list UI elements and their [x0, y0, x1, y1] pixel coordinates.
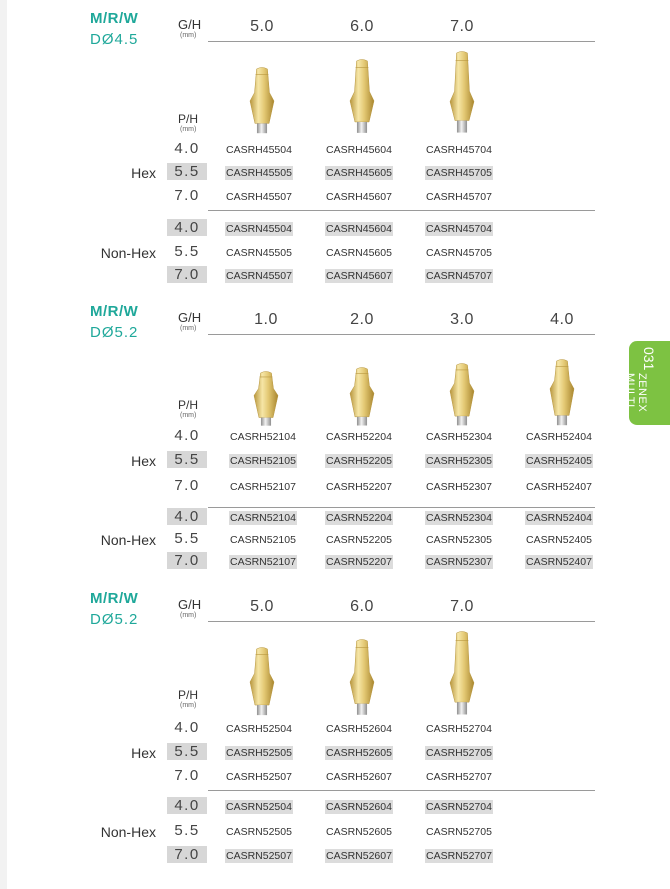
abutment-image [252, 370, 280, 428]
profile-height-value: 4.0 [167, 797, 207, 814]
product-code[interactable]: CASRH45607 [326, 191, 392, 203]
product-code[interactable]: CASRN52607 [326, 850, 392, 862]
product-code[interactable]: CASRN52404 [526, 512, 592, 524]
abutment-image [248, 646, 276, 718]
profile-height-value: 5.5 [174, 822, 200, 839]
product-code[interactable]: CASRN52707 [426, 850, 492, 862]
profile-height-value: 7.0 [167, 846, 207, 863]
product-code[interactable]: CASRN52307 [426, 556, 492, 568]
product-code[interactable]: CASRH52604 [326, 723, 392, 735]
product-code[interactable]: CASRN45505 [226, 247, 292, 259]
profile-height-unit: (mm) [180, 126, 197, 133]
product-code[interactable]: CASRH52307 [426, 481, 492, 493]
gingival-height-value: 5.0 [250, 598, 274, 615]
product-code[interactable]: CASRH52707 [426, 771, 492, 783]
profile-height-unit: (mm) [180, 702, 197, 709]
diameter-label: DØ4.5 [90, 31, 139, 48]
profile-height-value: 5.5 [167, 451, 207, 468]
product-code[interactable]: CASRH45705 [426, 167, 492, 179]
gingival-height-value: 2.0 [350, 311, 374, 328]
profile-height-value: 7.0 [167, 552, 207, 569]
product-code[interactable]: CASRN52507 [226, 850, 292, 862]
profile-height-unit: (mm) [180, 412, 197, 419]
abutment-image [248, 66, 276, 136]
profile-height-value: 7.0 [174, 477, 200, 494]
diameter-label: DØ5.2 [90, 611, 139, 628]
profile-height-value: 7.0 [167, 266, 207, 283]
gingival-height-value: 6.0 [350, 598, 374, 615]
gingival-height-unit: (mm) [180, 32, 197, 39]
hex-group-label: Hex [131, 165, 156, 181]
product-code[interactable]: CASRH45704 [426, 144, 492, 156]
series-label: M/R/W [90, 303, 139, 320]
product-code[interactable]: CASRH45707 [426, 191, 492, 203]
product-code[interactable]: CASRH52207 [326, 481, 392, 493]
side-tab-line2: MULTI [624, 373, 636, 408]
side-tab-page-number: 031 [641, 347, 657, 371]
profile-height-value: 4.0 [174, 140, 200, 157]
abutment-image [348, 638, 376, 718]
gingival-height-label: G/H [178, 597, 202, 612]
product-code[interactable]: CASRN52504 [226, 801, 292, 813]
product-code[interactable]: CASRH52405 [526, 455, 592, 467]
side-tab-line1: ZENEX [636, 373, 648, 413]
product-code[interactable]: CASRH52504 [226, 723, 292, 735]
nonhex-group-label: Non-Hex [100, 532, 156, 548]
series-label: M/R/W [90, 590, 139, 607]
profile-height-label: P/H [178, 112, 199, 126]
product-code[interactable]: CASRH45604 [326, 144, 392, 156]
header-divider [208, 621, 595, 622]
gingival-height-value: 4.0 [550, 311, 574, 328]
profile-height-value: 7.0 [174, 187, 200, 204]
group-divider [208, 507, 595, 508]
profile-height-label: P/H [178, 688, 199, 702]
product-code[interactable]: CASRN45607 [326, 270, 392, 282]
gingival-height-label: G/H [178, 310, 202, 325]
product-code[interactable]: CASRH52407 [526, 481, 592, 493]
product-code[interactable]: CASRH45504 [226, 144, 292, 156]
hex-group-label: Hex [131, 453, 156, 469]
header-divider [208, 334, 595, 335]
product-code[interactable]: CASRH52304 [426, 431, 492, 443]
product-code[interactable]: CASRH52705 [426, 747, 492, 759]
product-code[interactable]: CASRN45707 [426, 270, 492, 282]
gingival-height-value: 7.0 [450, 598, 474, 615]
product-code[interactable]: CASRN52105 [230, 534, 296, 546]
product-code[interactable]: CASRN52604 [326, 801, 392, 813]
product-code[interactable]: CASRH52404 [526, 431, 592, 443]
gingival-height-value: 1.0 [254, 311, 278, 328]
product-code[interactable]: CASRH52605 [326, 747, 392, 759]
product-code[interactable]: CASRH52607 [326, 771, 392, 783]
product-code[interactable]: CASRH52105 [230, 455, 296, 467]
product-code[interactable]: CASRN52205 [326, 534, 392, 546]
product-code[interactable]: CASRN52704 [426, 801, 492, 813]
product-code[interactable]: CASRH52204 [326, 431, 392, 443]
profile-height-value: 4.0 [167, 219, 207, 236]
product-code[interactable]: CASRH52704 [426, 723, 492, 735]
side-tab[interactable] [624, 341, 670, 425]
product-code[interactable]: CASRN52304 [426, 512, 492, 524]
abutment-image [448, 630, 476, 718]
product-code[interactable]: CASRN45605 [326, 247, 392, 259]
profile-height-value: 5.5 [174, 530, 200, 547]
nonhex-group-label: Non-Hex [100, 245, 156, 261]
profile-height-label: P/H [178, 398, 199, 412]
gingival-height-value: 5.0 [250, 18, 274, 35]
profile-height-value: 5.5 [167, 163, 207, 180]
product-code[interactable]: CASRN52605 [326, 826, 392, 838]
product-code[interactable]: CASRN52407 [526, 556, 592, 568]
gingival-height-value: 3.0 [450, 311, 474, 328]
product-code[interactable]: CASRN52107 [230, 556, 296, 568]
gingival-height-value: 7.0 [450, 18, 474, 35]
product-code[interactable]: CASRH45505 [226, 167, 292, 179]
profile-height-value: 4.0 [174, 427, 200, 444]
gingival-height-value: 6.0 [350, 18, 374, 35]
profile-height-value: 4.0 [174, 719, 200, 736]
product-code[interactable]: CASRN52204 [326, 512, 392, 524]
product-code[interactable]: CASRN45604 [326, 223, 392, 235]
product-code[interactable]: CASRH52507 [226, 771, 292, 783]
gingival-height-label: G/H [178, 17, 202, 32]
product-code[interactable]: CASRN45705 [426, 247, 492, 259]
series-label: M/R/W [90, 10, 139, 27]
product-code[interactable]: CASRN52104 [230, 512, 296, 524]
product-code[interactable]: CASRN52405 [526, 534, 592, 546]
hex-group-label: Hex [131, 745, 156, 761]
product-code[interactable]: CASRH52205 [326, 455, 392, 467]
gingival-height-unit: (mm) [180, 612, 197, 619]
product-code[interactable]: CASRN52305 [426, 534, 492, 546]
profile-height-value: 4.0 [167, 508, 207, 525]
product-code[interactable]: CASRH52104 [230, 431, 296, 443]
abutment-image [448, 362, 476, 428]
page-left-margin-bar [0, 0, 7, 889]
abutment-image [448, 50, 476, 136]
abutment-image [348, 58, 376, 136]
product-code[interactable]: CASRN52207 [326, 556, 392, 568]
profile-height-value: 7.0 [174, 767, 200, 784]
group-divider [208, 790, 595, 791]
product-code[interactable]: CASRN45504 [226, 223, 292, 235]
product-code[interactable]: CASRH52505 [226, 747, 292, 759]
abutment-image [348, 366, 376, 428]
group-divider [208, 210, 595, 211]
product-code[interactable]: CASRN52705 [426, 826, 492, 838]
nonhex-group-label: Non-Hex [100, 824, 156, 840]
abutment-image [548, 358, 576, 428]
product-code[interactable]: CASRN52505 [226, 826, 292, 838]
product-code[interactable]: CASRH45507 [226, 191, 292, 203]
product-code[interactable]: CASRH45605 [326, 167, 392, 179]
diameter-label: DØ5.2 [90, 324, 139, 341]
profile-height-value: 5.5 [174, 243, 200, 260]
product-code[interactable]: CASRH52305 [426, 455, 492, 467]
header-divider [208, 41, 595, 42]
gingival-height-unit: (mm) [180, 325, 197, 332]
product-code[interactable]: CASRH52107 [230, 481, 296, 493]
product-code[interactable]: CASRN45507 [226, 270, 292, 282]
product-code[interactable]: CASRN45704 [426, 223, 492, 235]
profile-height-value: 5.5 [167, 743, 207, 760]
